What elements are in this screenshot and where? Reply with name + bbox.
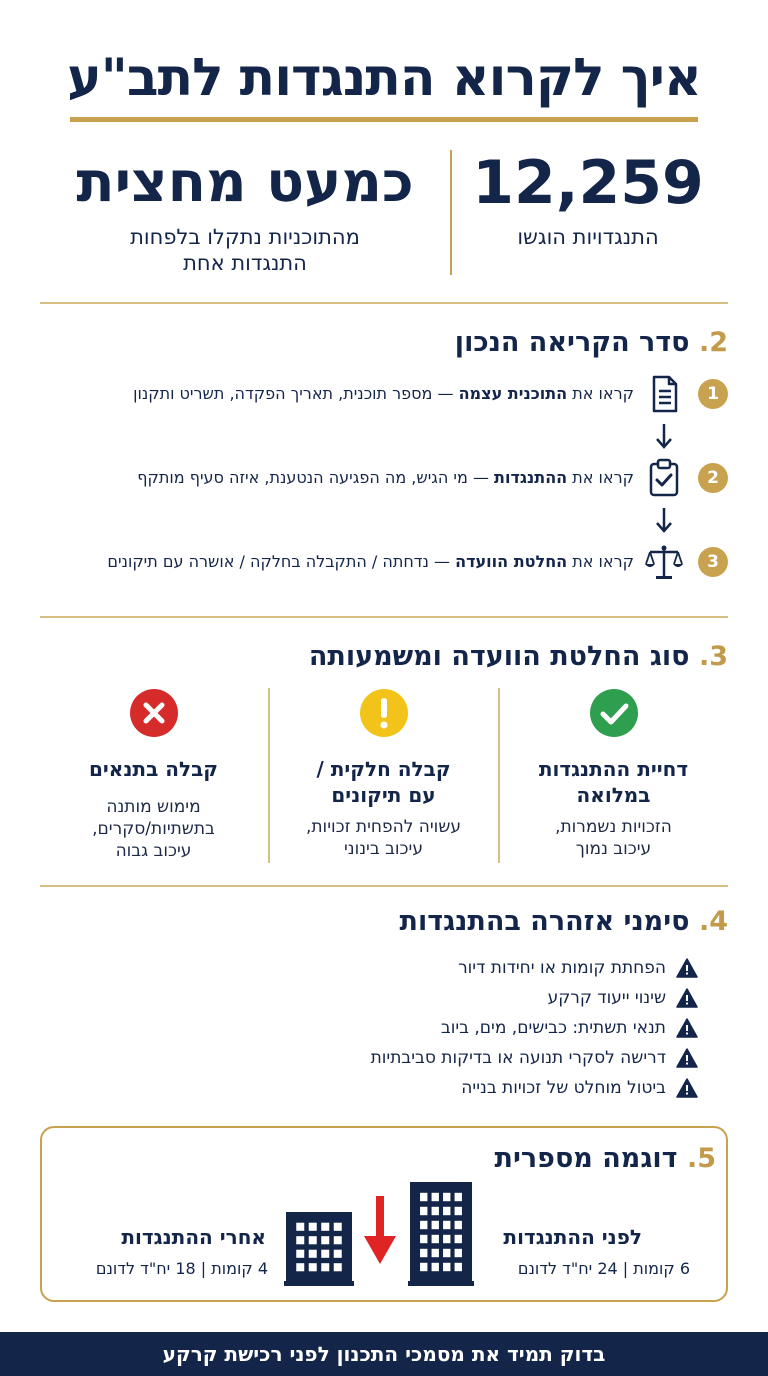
stat-caption-line-1: מהתוכניות נתקלו בלפחות — [130, 225, 360, 249]
decision-desc-line-3: עיכוב גבוה — [115, 841, 192, 861]
warning-triangle-icon — [676, 1048, 698, 1068]
short-building-icon — [284, 1208, 354, 1286]
warning-text: שינוי ייעוד קרקע — [547, 988, 666, 1008]
building-window — [420, 1207, 427, 1215]
decision-desc-line-1: הזכויות נשמרות, — [555, 817, 672, 837]
reading-step-2 — [40, 458, 728, 498]
stat-value: 12,259 — [472, 148, 704, 218]
decision-rejected — [499, 688, 728, 863]
step-text: קראו את התוכנית עצמה — מספר תוכנית, תאריך הפקדה, תשריט ותקנון — [133, 384, 634, 403]
building-window — [432, 1235, 439, 1243]
building-window — [420, 1249, 427, 1257]
footer-banner: בדוק תמיד את מסמכי התכנון לפני רכישת קרקע — [0, 1332, 768, 1376]
stats-divider — [450, 150, 452, 275]
building-window — [443, 1249, 450, 1257]
building-window — [455, 1249, 462, 1257]
building-window — [443, 1235, 450, 1243]
decision-title-line-1: קבלה חלקית / — [316, 757, 451, 781]
building-window — [443, 1193, 450, 1201]
building-window — [443, 1263, 450, 1271]
section-heading: סדר הקריאה הנכון — [454, 327, 690, 358]
building-window — [420, 1263, 427, 1271]
section-heading: סימני אזהרה בהתנגדות — [399, 906, 690, 937]
exclamation-circle-icon — [359, 688, 409, 738]
section-4-title — [400, 905, 728, 939]
stats-panel — [40, 140, 728, 280]
section-number: 2. — [698, 327, 728, 358]
down-arrow-icon — [654, 422, 674, 450]
stat-objections-count — [468, 140, 708, 280]
page-title: איך לקרוא התנגדות לתב"ע — [67, 48, 701, 108]
warning-item — [278, 953, 698, 983]
building-window — [455, 1193, 462, 1201]
warning-triangle-icon — [676, 958, 698, 978]
step-badge: 3 — [698, 547, 728, 577]
decision-conditional — [39, 688, 268, 863]
scales-icon — [644, 542, 684, 582]
building-window — [455, 1263, 462, 1271]
warning-item — [278, 1043, 698, 1073]
building-window — [309, 1263, 317, 1271]
warning-item — [278, 983, 698, 1013]
before-detail: 6 קומות | 24 יח"ד לדונם — [517, 1259, 690, 1278]
warning-text: ביטול מוחלט של זכויות בנייה — [461, 1078, 666, 1098]
building-window — [432, 1221, 439, 1229]
section-5-title — [495, 1142, 716, 1176]
step-text: קראו את ההתנגדות — מי הגיש, מה הפגיעה הנטענת, איזה סעיף מותקף — [137, 468, 634, 487]
reading-step-3 — [40, 542, 728, 582]
after-detail: 4 קומות | 18 יח"ד לדונם — [95, 1259, 268, 1278]
decision-title-line-2: עם תיקונים — [331, 783, 436, 807]
building-window — [296, 1263, 304, 1271]
building-window — [432, 1263, 439, 1271]
building-window — [296, 1223, 304, 1231]
step-text: קראו את החלטת הוועדה — נדחתה / התקבלה בחלקה / אושרה עם תיקונים — [107, 552, 634, 571]
warning-triangle-icon — [676, 1018, 698, 1038]
document-icon — [644, 374, 684, 414]
section-heading: דוגמה מספרית — [494, 1143, 678, 1174]
building-window — [420, 1193, 427, 1201]
section-2-title — [455, 326, 728, 360]
building-window — [443, 1221, 450, 1229]
warning-triangle-icon — [676, 988, 698, 1008]
warning-signs-list — [278, 953, 698, 1103]
warning-item — [278, 1073, 698, 1103]
warning-item — [278, 1013, 698, 1043]
warning-text: דרישה לסקרי תנועה או בדיקות סביבתיות — [370, 1048, 666, 1068]
building-window — [432, 1207, 439, 1215]
section-3-title — [309, 640, 728, 674]
before-label: לפני ההתנגדות — [503, 1225, 642, 1249]
clipboard-check-icon — [644, 458, 684, 498]
building-window — [321, 1263, 329, 1271]
building-window — [334, 1250, 342, 1258]
tall-building-icon — [408, 1178, 474, 1286]
section-divider — [40, 302, 728, 304]
building-window — [455, 1235, 462, 1243]
warning-text: הפחתת קומות או יחידות דיור — [458, 958, 666, 978]
decision-partial — [269, 688, 498, 863]
decision-title-line-1: קבלה בתנאים — [88, 757, 219, 781]
building-window — [296, 1236, 304, 1244]
decision-title-line-2: במלואה — [576, 783, 651, 807]
building-body — [286, 1212, 352, 1286]
column-divider — [498, 688, 500, 863]
section-divider — [40, 885, 728, 887]
building-window — [455, 1221, 462, 1229]
section-number: 5. — [686, 1143, 716, 1174]
down-arrow-icon — [654, 506, 674, 534]
building-window — [309, 1236, 317, 1244]
title-underline — [70, 117, 698, 122]
building-window — [432, 1249, 439, 1257]
decision-title-line-1: דחיית ההתנגדות — [538, 757, 689, 781]
warning-text: תנאי תשתית: כבישים, מים, ביוב — [440, 1018, 666, 1038]
decrease-arrow-icon — [364, 1196, 396, 1266]
stat-value: כמעט מחצית — [76, 150, 414, 215]
section-number: 3. — [698, 641, 728, 672]
column-divider — [268, 688, 270, 863]
building-window — [321, 1223, 329, 1231]
building-window — [321, 1250, 329, 1258]
step-badge: 2 — [698, 463, 728, 493]
building-window — [334, 1223, 342, 1231]
building-window — [321, 1236, 329, 1244]
section-number: 4. — [698, 906, 728, 937]
building-body — [410, 1182, 472, 1286]
section-heading: סוג החלטת הוועדה ומשמעותה — [308, 641, 690, 672]
building-window — [309, 1250, 317, 1258]
building-window — [443, 1207, 450, 1215]
stat-caption: התנגדויות הוגשו — [517, 225, 659, 249]
warning-triangle-icon — [676, 1078, 698, 1098]
x-circle-icon — [129, 688, 179, 738]
reading-step-1 — [40, 374, 728, 414]
numeric-example-box — [40, 1126, 728, 1302]
section-divider — [40, 616, 728, 618]
building-window — [296, 1250, 304, 1258]
step-badge: 1 — [698, 379, 728, 409]
building-window — [455, 1207, 462, 1215]
decision-desc-line-2: בתשתיות/סקרים, — [92, 819, 215, 839]
stat-caption-line-2: התנגדות אחת — [183, 251, 307, 275]
building-window — [334, 1236, 342, 1244]
building-window — [420, 1235, 427, 1243]
after-label: אחרי ההתנגדות — [121, 1225, 266, 1249]
decision-types — [40, 688, 728, 863]
building-window — [432, 1193, 439, 1201]
building-window — [420, 1221, 427, 1229]
decision-desc-line-2: עיכוב בינוני — [344, 839, 423, 859]
building-window — [309, 1223, 317, 1231]
decision-desc-line-1: עשויה להפחית זכויות, — [305, 817, 462, 837]
stat-plans-share — [60, 140, 430, 280]
decision-desc-line-1: מימוש מותנה — [106, 797, 201, 817]
decision-desc-line-2: עיכוב נמוך — [575, 839, 652, 859]
check-circle-icon — [589, 688, 639, 738]
building-window — [334, 1263, 342, 1271]
